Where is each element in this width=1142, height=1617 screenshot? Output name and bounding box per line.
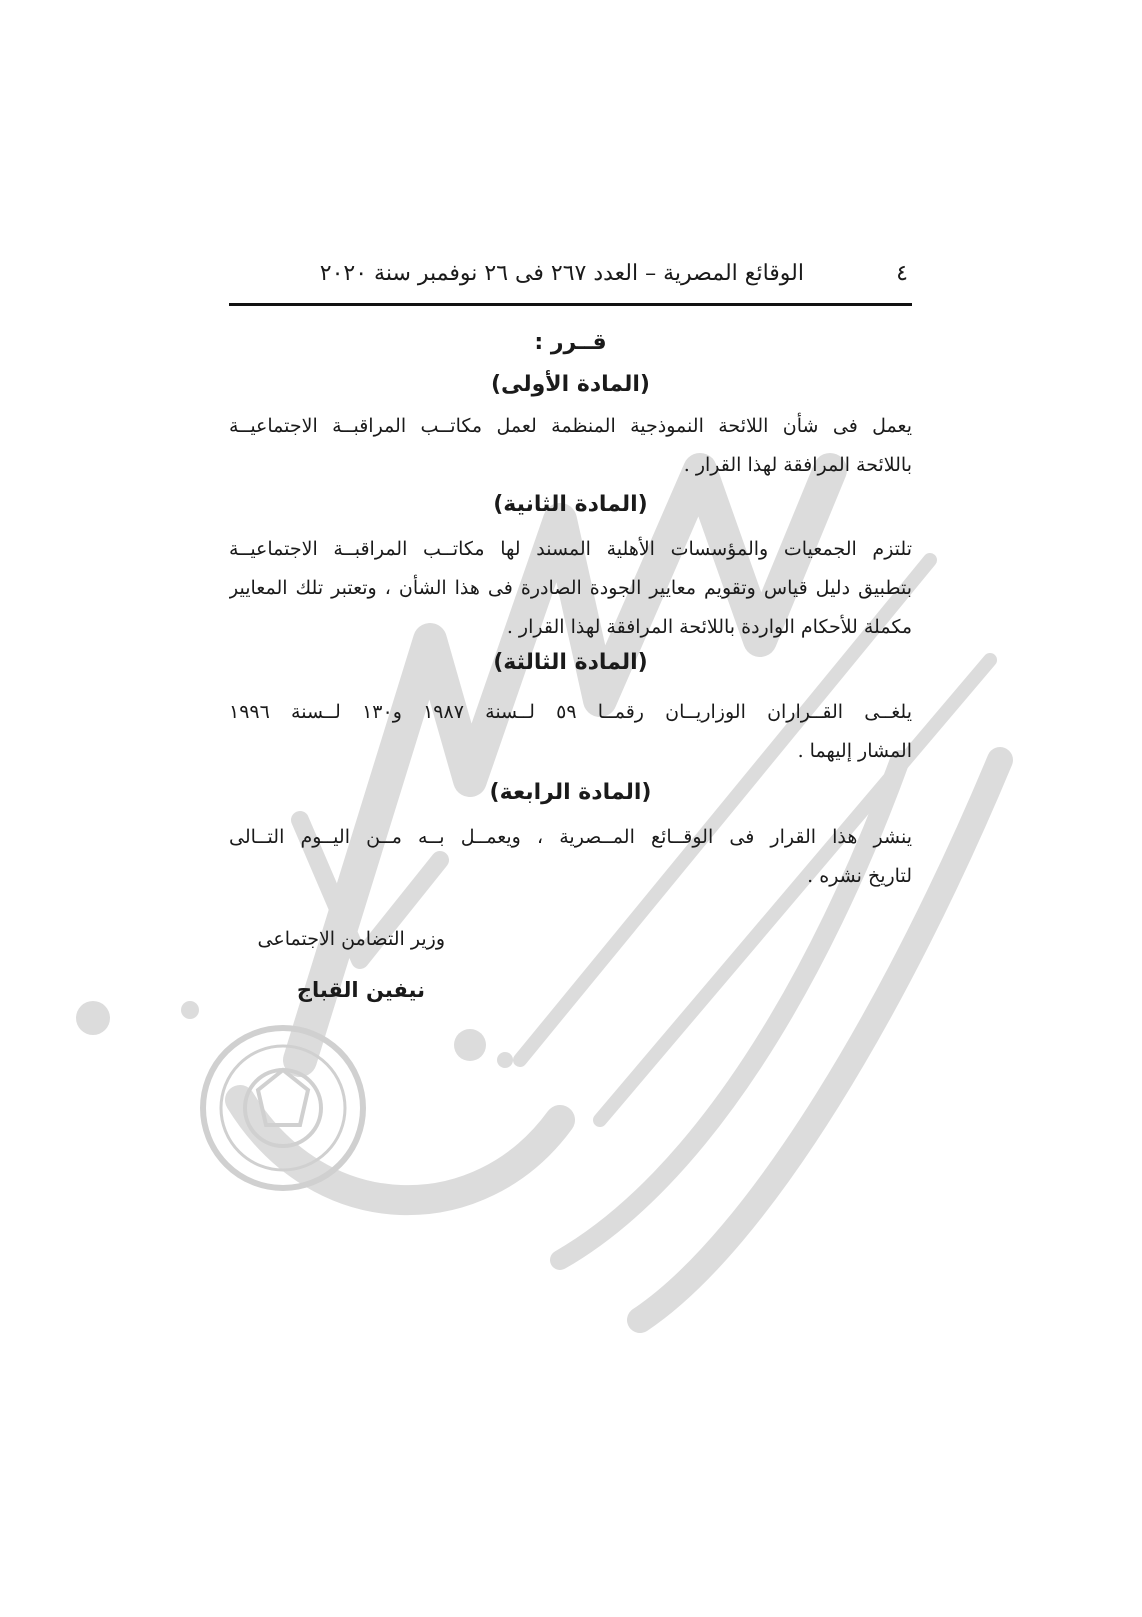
article-1-heading: (المادة الأولى) <box>491 372 650 397</box>
article-1-text <box>229 407 912 485</box>
article-1-line-1: يعمل فى شأن اللائحة النموذجية المنظمة لعمل مكاتــب المراقبــة الاجتماعيــة <box>229 415 912 437</box>
decision-heading: قــرر : <box>534 330 607 355</box>
page-number: ٤ <box>896 261 908 286</box>
article-3-text <box>229 693 912 771</box>
article-4-line-1: ينشر هذا القرار فى الوقــائع المــصرية ، ويعمــل بــه مــن اليــوم التــالى <box>229 826 912 848</box>
header-divider <box>229 303 912 306</box>
minister-signature: نيفين القباج <box>296 978 425 1002</box>
article-4-line-2: لتاريخ نشره . <box>807 865 912 887</box>
article-4-text <box>229 818 912 896</box>
page-header <box>229 257 912 297</box>
gazette-title: الوقائع المصرية – العدد ٢٦٧ فى ٢٦ نوفمبر سنة ٢٠٢٠ <box>319 261 804 286</box>
article-2-text <box>229 530 912 647</box>
article-3-line-1: يلغــى القــراران الوزاريــان رقمــا ٥٩ لــسنة ١٩٨٧ و١٣٠ لــسنة ١٩٩٦ <box>229 701 912 723</box>
article-3-line-2: المشار إليهما . <box>797 740 912 762</box>
article-1-line-2: باللائحة المرافقة لهذا القرار . <box>683 454 912 476</box>
article-2-heading: (المادة الثانية) <box>493 492 648 517</box>
article-4-heading: (المادة الرابعة) <box>489 780 652 805</box>
minister-title: وزير التضامن الاجتماعى <box>257 928 445 950</box>
article-2-line-3: مكملة للأحكام الواردة باللائحة المرافقة لهذا القرار . <box>506 616 912 638</box>
article-2-line-2: بتطبيق دليل قياس وتقويم معايير الجودة الصادرة فى هذا الشأن ، وتعتبر تلك المعايير <box>229 577 912 599</box>
article-2-line-1: تلتزم الجمعيات والمؤسسات الأهلية المسند لها مكاتــب المراقبــة الاجتماعيــة <box>229 538 912 560</box>
state-seal-icon <box>203 1028 363 1188</box>
article-3-heading: (المادة الثالثة) <box>493 650 648 675</box>
